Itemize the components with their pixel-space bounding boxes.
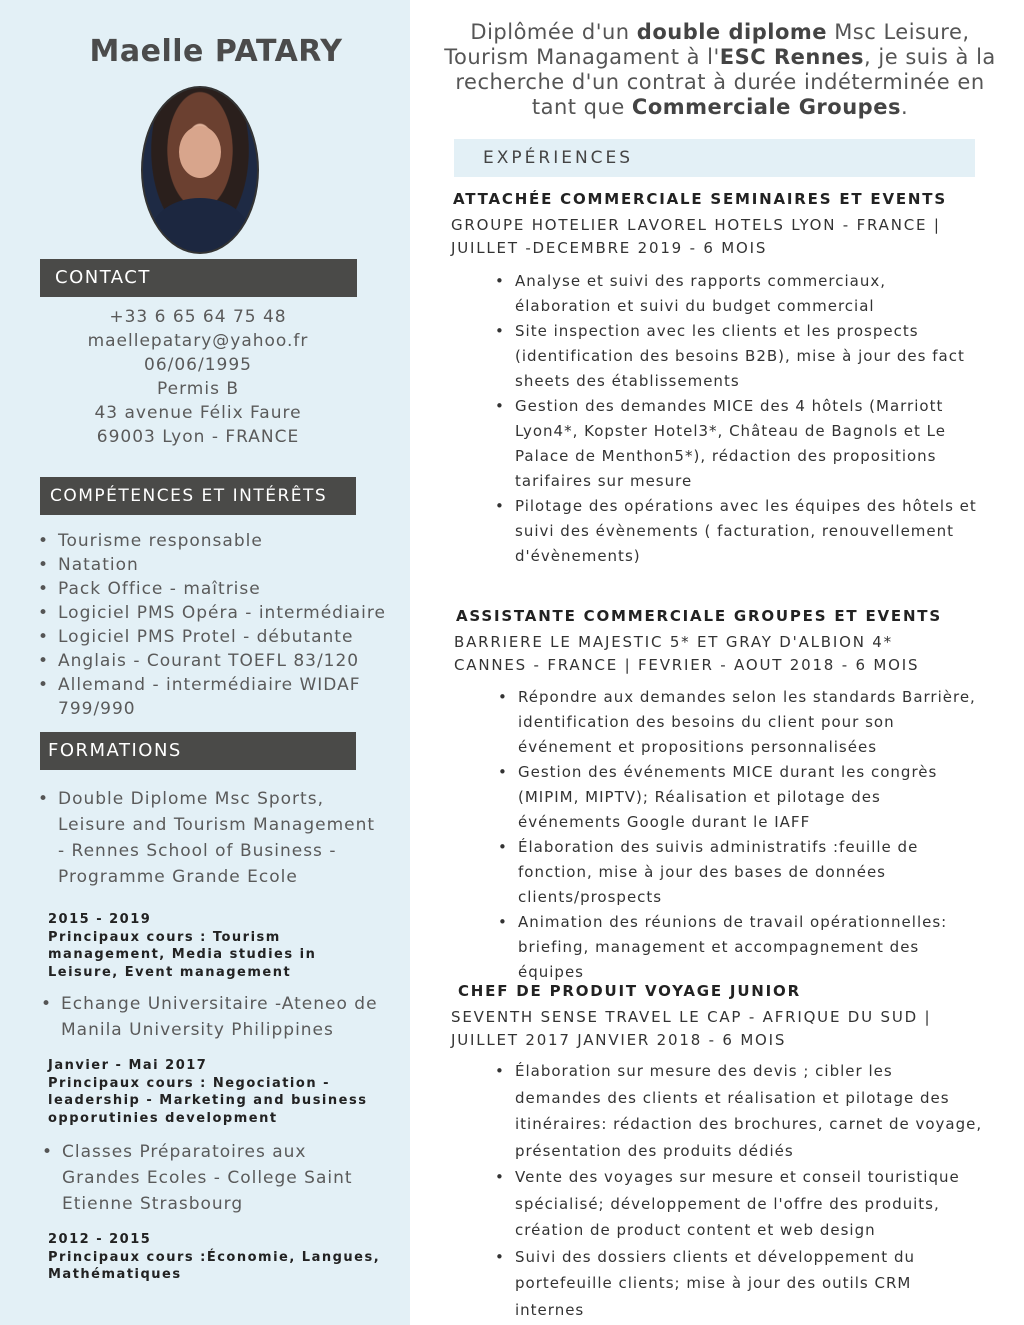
intro-text: Msc Leisure, Tourism Managament à l' <box>444 20 970 69</box>
intro-text: . <box>900 95 909 119</box>
job-bullet: • Gestion des demandes MICE des 4 hôtels (Marriott Lyon4*, Kopster Hotel3*, Château de Bagnols et Le Palace de Menthon5*), rédaction des propositions tarifaires sur mesure <box>495 394 985 494</box>
job-bullet: • Animation des réunions de travail opérationnelles: briefing, management et accompagnement des équipes <box>498 910 983 985</box>
job-company-text: BARRIERE LE MAJESTIC 5* ET GRAY D'ALBION 4* <box>454 633 893 651</box>
skill-item: • Allemand - intermédiaire WIDAF 799/990 <box>38 673 388 721</box>
job-period: JUILLET -DECEMBRE 2019 - 6 MOIS <box>451 239 768 257</box>
formation-courses <box>48 1057 388 1127</box>
skill-item: • Anglais - Courant TOEFL 83/120 <box>38 649 388 673</box>
formation-school <box>41 991 386 1043</box>
formation-dates: 2015 - 2019 <box>48 912 152 927</box>
candidate-name: Maelle PATARY <box>89 34 343 69</box>
job-company <box>451 1006 931 1052</box>
intro-bold: Commerciale Groupes <box>631 95 901 119</box>
job-bullets <box>495 269 985 569</box>
job-bullet: • Vente des voyages sur mesure et conseil touristique spécialisé; développement de l'offre des produits, création de product content et web design <box>495 1164 983 1244</box>
job-period: JUILLET 2017 JANVIER 2018 - 6 MOIS <box>451 1031 787 1049</box>
formation-school-text: • Echange Universitaire -Ateneo de Manila University Philippines <box>41 991 386 1043</box>
formations-heading: FORMATIONS <box>40 732 356 770</box>
intro-text: , je suis à la recherche d'un contrat à durée indéterminée en tant que <box>455 45 996 119</box>
formation-dates: Janvier - Mai 2017 <box>48 1058 208 1073</box>
skill-item: • Pack Office - maîtrise <box>38 577 388 601</box>
intro-statement <box>432 20 1008 120</box>
formation-school-text: • Double Diplome Msc Sports, Leisure and Tourism Management - Rennes School of Business - Programme Grande Ecole <box>38 786 383 890</box>
skill-item: • Logiciel PMS Opéra - intermédiaire <box>38 601 388 625</box>
job-bullets <box>495 1058 983 1323</box>
job-title: CHEF DE PRODUIT VOYAGE JUNIOR <box>458 982 801 1000</box>
job-bullet: • Gestion des événements MICE durant les congrès (MIPIM, MIPTV); Réalisation et pilotage des événements Google durant le IAFF <box>498 760 983 835</box>
skill-item: • Tourisme responsable <box>38 529 388 553</box>
job-bullet: • Analyse et suivi des rapports commerciaux, élaboration et suivi du budget commercial <box>495 269 985 319</box>
formation-courses-text: Principaux cours : Tourism management, Media studies in Leisure, Event management <box>48 929 317 980</box>
intro-text: Diplômée d'un <box>470 20 637 44</box>
job-bullet: • Élaboration des suivis administratifs :feuille de fonction, mise à jour des bases de données clients/prospects <box>498 835 983 910</box>
intro-bold: double diplome <box>636 20 828 44</box>
formation-courses-text: Principaux cours :Économie, Langues, Mathématiques <box>48 1249 381 1282</box>
contact-heading: CONTACT <box>40 259 357 297</box>
formation-school <box>38 786 383 890</box>
formation-courses <box>48 911 388 981</box>
job-bullet: • Pilotage des opérations avec les équipes des hôtels et suivi des évènements ( facturation, renouvellement d'évènements) <box>495 494 985 569</box>
skills-heading: COMPÉTENCES ET INTÉRÊTS <box>40 477 356 515</box>
job-company-text: GROUPE HOTELIER LAVOREL HOTELS LYON - FRANCE | <box>451 216 941 234</box>
job-bullets <box>498 685 983 985</box>
experiences-heading: EXPÉRIENCES <box>454 139 975 177</box>
skill-item: • Natation <box>38 553 388 577</box>
job-bullet: • Élaboration sur mesure des devis ; cibler les demandes des clients et réalisation et pilotage des itinéraires: rédaction des brochures, carnet de voyage, présentation des produits dédiés <box>495 1058 983 1164</box>
formation-courses-text: Principaux cours : Negociation - leadership - Marketing and business opporutinies development <box>48 1075 368 1126</box>
job-bullet: • Suivi des dossiers clients et développement du portefeuille clients; mise à jour des outils CRM internes <box>495 1244 983 1324</box>
contact-street: 43 avenue Félix Faure <box>94 403 302 423</box>
skills-list <box>38 529 388 721</box>
job-company <box>454 631 919 677</box>
profile-photo <box>141 86 259 254</box>
photo-body <box>151 198 249 254</box>
contact-phone: +33 6 65 64 75 48 <box>109 307 287 327</box>
job-title: ATTACHÉE COMMERCIALE SEMINAIRES ET EVENTS <box>453 190 947 208</box>
job-company-text: SEVENTH SENSE TRAVEL LE CAP - AFRIQUE DU SUD | <box>451 1008 932 1026</box>
job-bullet: • Site inspection avec les clients et les prospects (identification des besoins B2B), mise à jour des fact sheets des établissements <box>495 319 985 394</box>
job-title: ASSISTANTE COMMERCIALE GROUPES ET EVENTS <box>456 607 942 625</box>
skill-item: • Logiciel PMS Protel - débutante <box>38 625 388 649</box>
job-period: CANNES - FRANCE | FEVRIER - AOUT 2018 - 6 MOIS <box>454 656 920 674</box>
job-bullet: • Répondre aux demandes selon les standards Barrière, identification des besoins du client pour son événement et propositions personnalisées <box>498 685 983 760</box>
formation-school-text: • Classes Préparatoires aux Grandes Ecoles - College Saint Etienne Strasbourg <box>42 1139 387 1217</box>
contact-birthdate: 06/06/1995 <box>144 355 252 375</box>
intro-bold: ESC Rennes <box>719 45 865 69</box>
formation-courses <box>48 1231 388 1284</box>
contact-license: Permis B <box>156 379 239 399</box>
formation-dates: 2012 - 2015 <box>48 1232 152 1247</box>
formation-school <box>42 1139 387 1217</box>
job-company <box>451 214 941 260</box>
photo-face <box>179 126 221 178</box>
contact-city: 69003 Lyon - FRANCE <box>96 427 300 447</box>
contact-list <box>0 305 396 449</box>
contact-email: maellepatary@yahoo.fr <box>87 331 309 351</box>
